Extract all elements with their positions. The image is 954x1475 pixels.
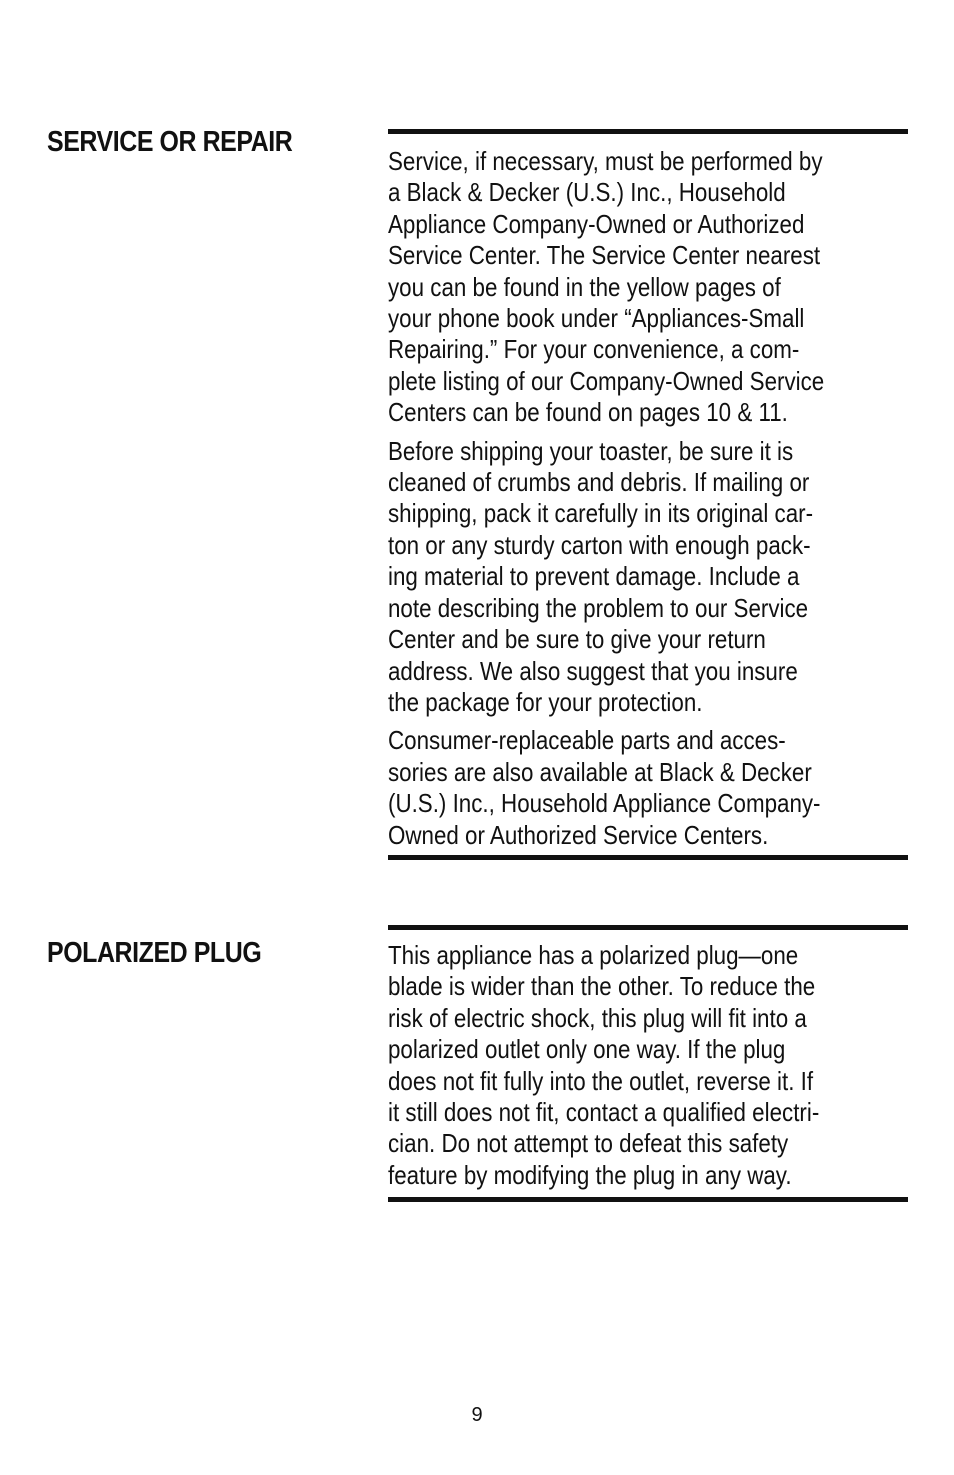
polarized-plug-heading: POLARIZED PLUG	[47, 937, 262, 969]
shipping-paragraph: Before shipping your toaster, be sure it is cleaned of crumbs and debris. If mailing or shipping, pack it carefully in its original car- ton or any sturdy carton with enough pack- ing material to prevent damage. Include a note describing the problem to our Service Center and be sure to give your return address. We also suggest that you insure the package for your protection.	[388, 435, 814, 717]
service-or-repair-body	[388, 129, 908, 860]
service-paragraph: Service, if necessary, must be performed by a Black & Decker (U.S.) Inc., Household Appliance Company-Owned or Authorized Service Center. The Service Center nearest you can be found in the yellow pages of your phone book under “Appliances-Small Repairing.” For your convenience, a com- plete listing of our Company-Owned Service Centers can be found on pages 10 & 11.	[388, 146, 825, 428]
polarized-plug-body	[388, 925, 908, 1202]
service-or-repair-heading: SERVICE OR REPAIR	[47, 126, 293, 158]
page-number: 9	[471, 1404, 483, 1426]
polarized-plug-paragraph: This appliance has a polarized plug—one blade is wider than the other. To reduce the risk of electric shock, this plug will fit into a polarized outlet only one way. If the plug does not fit fully into the outlet, reverse it. If it still does not fit, contact a qualified electri- cian. Do not attempt to defeat this safety feature by modifying the plug in any way.	[388, 940, 820, 1190]
replacement-parts-paragraph: Consumer-replaceable parts and acces- sories are also available at Black & Decker (U.S.) Inc., Household Appliance Company- Owned or Authorized Service Centers.	[388, 725, 821, 850]
